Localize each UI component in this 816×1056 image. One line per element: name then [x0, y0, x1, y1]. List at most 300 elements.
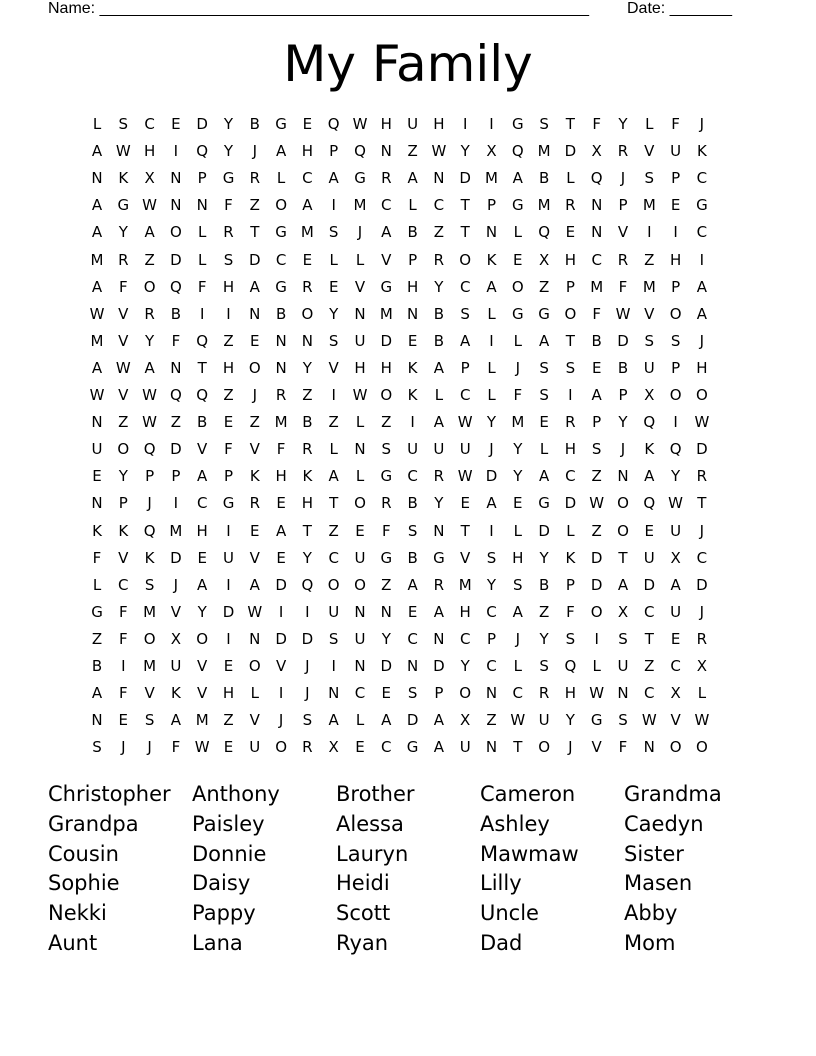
grid-letter[interactable]: O	[459, 684, 472, 703]
grid-letter[interactable]: L	[408, 196, 417, 215]
grid-letter[interactable]: W	[510, 711, 526, 730]
grid-letter[interactable]: A	[696, 304, 708, 323]
grid-letter[interactable]: D	[222, 602, 235, 621]
grid-letter[interactable]: B	[170, 304, 182, 323]
grid-letter[interactable]: Y	[671, 467, 681, 486]
grid-letter[interactable]: O	[669, 738, 682, 757]
grid-letter[interactable]: E	[276, 548, 286, 567]
grid-letter[interactable]: C	[354, 684, 366, 703]
grid-letter[interactable]: X	[670, 684, 681, 703]
grid-letter[interactable]: T	[250, 223, 260, 242]
grid-letter[interactable]: T	[197, 358, 207, 377]
grid-letter[interactable]: G	[590, 711, 603, 730]
grid-letter[interactable]: Y	[618, 413, 628, 432]
grid-letter[interactable]: A	[381, 711, 392, 730]
grid-letter[interactable]: T	[565, 331, 575, 350]
grid-letter[interactable]: F	[618, 738, 628, 757]
grid-letter[interactable]: C	[381, 738, 392, 757]
grid-letter[interactable]: E	[381, 684, 392, 703]
grid-letter[interactable]: H	[696, 358, 708, 377]
grid-letter[interactable]: Z	[91, 629, 103, 648]
grid-letter[interactable]: W	[352, 115, 368, 133]
grid-letter[interactable]: U	[170, 657, 182, 675]
grid-letter[interactable]: F	[118, 602, 128, 621]
grid-letter[interactable]: S	[644, 331, 655, 350]
grid-letter[interactable]: U	[354, 331, 366, 350]
grid-letter[interactable]: M	[195, 711, 209, 730]
grid-letter[interactable]: C	[459, 629, 471, 648]
grid-letter[interactable]: Z	[538, 277, 550, 296]
grid-letter[interactable]: A	[197, 575, 208, 594]
grid-letter[interactable]: A	[381, 223, 392, 242]
grid-letter[interactable]: E	[513, 494, 523, 513]
grid-letter[interactable]: S	[460, 304, 470, 323]
grid-letter[interactable]: I	[489, 115, 494, 133]
grid-letter[interactable]: Q	[643, 413, 656, 432]
grid-letter[interactable]: S	[407, 684, 418, 703]
grid-letter[interactable]: Q	[511, 142, 524, 161]
grid-letter[interactable]: L	[329, 250, 338, 269]
grid-letter[interactable]: X	[696, 657, 708, 675]
grid-letter[interactable]: T	[565, 115, 575, 133]
grid-letter[interactable]: C	[459, 386, 471, 404]
grid-letter[interactable]: Z	[433, 223, 445, 242]
grid-letter[interactable]: L	[250, 684, 259, 703]
grid-letter[interactable]: O	[617, 494, 629, 513]
grid-letter[interactable]: O	[169, 223, 182, 242]
grid-letter[interactable]: I	[489, 521, 494, 540]
grid-letter[interactable]: F	[618, 277, 628, 296]
grid-letter[interactable]: I	[278, 602, 284, 621]
grid-letter[interactable]: H	[301, 494, 314, 513]
grid-letter[interactable]: E	[92, 467, 102, 486]
grid-letter[interactable]: I	[568, 386, 573, 404]
grid-letter[interactable]: O	[538, 738, 550, 757]
grid-letter[interactable]: U	[670, 602, 682, 621]
grid-letter[interactable]: O	[459, 250, 472, 269]
grid-letter[interactable]: L	[198, 223, 207, 242]
grid-letter[interactable]: S	[118, 115, 129, 133]
grid-letter[interactable]: A	[91, 142, 103, 161]
grid-letter[interactable]: D	[696, 440, 708, 459]
grid-letter[interactable]: U	[433, 440, 445, 459]
grid-letter[interactable]: J	[699, 331, 705, 350]
grid-letter[interactable]: A	[328, 467, 339, 486]
grid-letter[interactable]: H	[222, 684, 235, 703]
grid-letter[interactable]: G	[511, 196, 524, 215]
grid-letter[interactable]: I	[489, 331, 494, 350]
grid-letter[interactable]: P	[671, 169, 681, 188]
grid-letter[interactable]: E	[407, 331, 418, 350]
grid-letter[interactable]: B	[197, 413, 208, 432]
grid-letter[interactable]: P	[671, 358, 681, 377]
grid-letter[interactable]: N	[406, 304, 419, 323]
grid-letter[interactable]: V	[275, 657, 287, 675]
grid-letter[interactable]: P	[671, 277, 681, 296]
grid-letter[interactable]: Y	[329, 304, 339, 323]
grid-letter[interactable]: X	[144, 169, 155, 188]
grid-letter[interactable]: V	[249, 440, 260, 459]
grid-letter[interactable]: R	[696, 467, 708, 486]
grid-letter[interactable]: W	[694, 711, 710, 730]
grid-letter[interactable]: D	[459, 169, 471, 188]
grid-letter[interactable]: J	[305, 657, 310, 675]
grid-letter[interactable]: R	[565, 196, 576, 215]
grid-letter[interactable]: U	[407, 440, 419, 459]
grid-letter[interactable]: L	[592, 657, 601, 675]
grid-letter[interactable]: A	[91, 277, 103, 296]
grid-letter[interactable]: U	[407, 115, 419, 133]
grid-letter[interactable]: E	[407, 602, 418, 621]
grid-letter[interactable]: A	[144, 223, 155, 242]
grid-letter[interactable]: F	[118, 629, 128, 648]
grid-letter[interactable]: N	[170, 358, 182, 377]
grid-letter[interactable]: G	[406, 738, 419, 757]
grid-letter[interactable]: Z	[170, 413, 182, 432]
grid-letter[interactable]: J	[489, 440, 494, 459]
grid-letter[interactable]: N	[328, 684, 340, 703]
grid-letter[interactable]: J	[278, 711, 284, 730]
grid-letter[interactable]: G	[433, 548, 445, 567]
grid-letter[interactable]: N	[643, 738, 655, 757]
grid-letter[interactable]: R	[302, 440, 313, 459]
grid-letter[interactable]: C	[670, 657, 681, 675]
grid-letter[interactable]: M	[511, 413, 525, 432]
grid-letter[interactable]: J	[305, 684, 310, 703]
grid-letter[interactable]: D	[406, 711, 419, 730]
grid-letter[interactable]: D	[696, 575, 708, 594]
grid-letter[interactable]: Z	[223, 711, 234, 730]
grid-letter[interactable]: V	[617, 223, 629, 242]
grid-letter[interactable]: O	[695, 738, 708, 757]
grid-letter[interactable]: M	[353, 196, 367, 215]
grid-letter[interactable]: Z	[538, 602, 550, 621]
grid-letter[interactable]: E	[171, 115, 181, 133]
grid-letter[interactable]: Y	[460, 142, 470, 161]
grid-letter[interactable]: B	[538, 575, 550, 594]
grid-letter[interactable]: B	[302, 413, 313, 432]
grid-letter[interactable]: Z	[644, 250, 655, 269]
grid-letter[interactable]: X	[538, 250, 550, 269]
grid-letter[interactable]: L	[513, 521, 522, 540]
grid-letter[interactable]: C	[486, 657, 497, 675]
grid-letter[interactable]: Y	[381, 629, 391, 648]
grid-letter[interactable]: P	[592, 413, 602, 432]
grid-letter[interactable]: W	[247, 602, 263, 621]
grid-letter[interactable]: A	[696, 277, 708, 296]
grid-letter[interactable]: A	[538, 467, 550, 486]
grid-letter[interactable]: R	[617, 142, 629, 161]
grid-letter[interactable]: P	[618, 196, 628, 215]
grid-letter[interactable]: F	[92, 548, 102, 567]
grid-letter[interactable]: F	[118, 684, 128, 703]
grid-letter[interactable]: D	[643, 575, 656, 594]
grid-letter[interactable]: J	[699, 115, 705, 133]
grid-letter[interactable]: Y	[302, 548, 312, 567]
grid-letter[interactable]: U	[617, 657, 629, 675]
grid-letter[interactable]: D	[564, 142, 577, 161]
grid-letter[interactable]: F	[566, 602, 575, 621]
grid-letter[interactable]: B	[91, 657, 103, 675]
grid-letter[interactable]: M	[642, 277, 656, 296]
grid-letter[interactable]: E	[302, 250, 313, 269]
grid-letter[interactable]: J	[173, 575, 179, 594]
grid-letter[interactable]: I	[331, 657, 336, 675]
grid-letter[interactable]: S	[644, 169, 655, 188]
grid-letter[interactable]: U	[643, 358, 655, 377]
grid-letter[interactable]: Q	[169, 277, 182, 296]
grid-letter[interactable]: H	[222, 277, 235, 296]
grid-letter[interactable]: D	[196, 115, 208, 133]
grid-letter[interactable]: Y	[460, 657, 470, 675]
grid-letter[interactable]: W	[142, 413, 158, 432]
grid-letter[interactable]: N	[433, 629, 445, 648]
grid-letter[interactable]: I	[173, 494, 179, 513]
grid-letter[interactable]: C	[696, 169, 708, 188]
grid-letter[interactable]: M	[458, 575, 472, 594]
grid-letter[interactable]: S	[591, 440, 602, 459]
grid-letter[interactable]: H	[380, 115, 392, 133]
grid-letter[interactable]: A	[433, 711, 445, 730]
grid-letter[interactable]: E	[460, 494, 470, 513]
grid-letter[interactable]: A	[197, 467, 208, 486]
grid-letter[interactable]: N	[170, 196, 182, 215]
grid-letter[interactable]: C	[407, 629, 418, 648]
grid-letter[interactable]: N	[380, 142, 392, 161]
grid-letter[interactable]: O	[196, 629, 209, 648]
grid-letter[interactable]: N	[433, 521, 445, 540]
grid-letter[interactable]: A	[170, 711, 182, 730]
grid-letter[interactable]: A	[433, 358, 445, 377]
grid-letter[interactable]: O	[248, 657, 261, 675]
grid-letter[interactable]: Q	[143, 521, 156, 540]
grid-letter[interactable]: U	[328, 602, 340, 621]
grid-letter[interactable]: J	[147, 494, 152, 513]
grid-letter[interactable]: L	[355, 250, 365, 269]
grid-letter[interactable]: I	[278, 684, 284, 703]
grid-letter[interactable]: A	[407, 575, 418, 594]
grid-letter[interactable]: B	[249, 115, 260, 133]
grid-letter[interactable]: N	[91, 413, 103, 432]
grid-letter[interactable]: Y	[434, 277, 444, 296]
grid-letter[interactable]: P	[223, 467, 234, 486]
grid-letter[interactable]: R	[381, 494, 392, 513]
grid-letter[interactable]: B	[433, 304, 445, 323]
grid-letter[interactable]: Y	[118, 467, 128, 486]
grid-letter[interactable]: K	[249, 467, 260, 486]
grid-letter[interactable]: Z	[381, 575, 392, 594]
grid-letter[interactable]: O	[564, 304, 577, 323]
grid-letter[interactable]: N	[91, 169, 103, 188]
grid-letter[interactable]: K	[118, 521, 129, 540]
grid-letter[interactable]: O	[695, 386, 708, 404]
grid-letter[interactable]: K	[118, 169, 129, 188]
grid-letter[interactable]: N	[485, 684, 498, 703]
grid-letter[interactable]: L	[198, 250, 207, 269]
grid-letter[interactable]: Z	[302, 386, 313, 404]
grid-letter[interactable]: M	[90, 331, 104, 350]
grid-letter[interactable]: A	[486, 494, 497, 513]
grid-letter[interactable]: M	[300, 223, 314, 242]
grid-letter[interactable]: K	[92, 521, 102, 540]
grid-letter[interactable]: I	[331, 386, 336, 404]
grid-letter[interactable]: L	[566, 521, 575, 540]
grid-letter[interactable]: F	[118, 277, 128, 296]
grid-letter[interactable]: W	[142, 386, 158, 404]
grid-letter[interactable]: I	[226, 629, 231, 648]
grid-letter[interactable]: Y	[513, 440, 523, 459]
grid-letter[interactable]: G	[380, 548, 393, 567]
grid-letter[interactable]: A	[91, 358, 103, 377]
grid-letter[interactable]: U	[459, 440, 471, 459]
grid-letter[interactable]: T	[460, 521, 470, 540]
grid-letter[interactable]: D	[617, 331, 629, 350]
grid-letter[interactable]: S	[565, 358, 576, 377]
grid-letter[interactable]: B	[433, 331, 445, 350]
grid-letter[interactable]: E	[539, 413, 549, 432]
grid-letter[interactable]: V	[328, 358, 339, 377]
grid-letter[interactable]: U	[643, 548, 655, 567]
grid-letter[interactable]: G	[91, 602, 103, 621]
grid-letter[interactable]: Y	[565, 711, 575, 730]
grid-letter[interactable]: M	[143, 602, 157, 621]
grid-letter[interactable]: V	[118, 304, 129, 323]
grid-letter[interactable]: L	[434, 386, 444, 404]
grid-letter[interactable]: N	[485, 223, 498, 242]
grid-letter[interactable]: I	[647, 223, 652, 242]
grid-letter[interactable]: R	[696, 629, 708, 648]
grid-letter[interactable]: E	[276, 494, 286, 513]
grid-letter[interactable]: R	[565, 413, 576, 432]
grid-letter[interactable]: R	[302, 277, 313, 296]
grid-letter[interactable]: J	[515, 629, 521, 648]
grid-letter[interactable]: D	[249, 250, 261, 269]
grid-letter[interactable]: J	[252, 386, 258, 404]
grid-letter[interactable]: I	[121, 657, 126, 675]
grid-letter[interactable]: N	[406, 657, 419, 675]
grid-letter[interactable]: I	[226, 575, 231, 594]
grid-letter[interactable]: N	[433, 169, 445, 188]
grid-letter[interactable]: F	[171, 738, 181, 757]
grid-letter[interactable]: A	[249, 575, 260, 594]
grid-letter[interactable]: U	[670, 142, 682, 161]
grid-letter[interactable]: V	[249, 711, 260, 730]
grid-letter[interactable]: I	[594, 629, 599, 648]
grid-letter[interactable]: P	[171, 467, 181, 486]
grid-letter[interactable]: V	[670, 711, 681, 730]
grid-letter[interactable]: E	[328, 277, 339, 296]
grid-letter[interactable]: L	[92, 115, 102, 133]
grid-letter[interactable]: A	[486, 277, 497, 296]
grid-letter[interactable]: Y	[486, 413, 497, 432]
grid-letter[interactable]: R	[617, 250, 629, 269]
grid-letter[interactable]: E	[565, 223, 576, 242]
grid-letter[interactable]: V	[118, 548, 129, 567]
grid-letter[interactable]: N	[275, 331, 287, 350]
grid-letter[interactable]: Z	[118, 413, 129, 432]
grid-letter[interactable]: F	[592, 115, 601, 133]
grid-letter[interactable]: V	[197, 440, 208, 459]
grid-letter[interactable]: M	[90, 250, 104, 269]
grid-letter[interactable]: X	[591, 142, 602, 161]
grid-letter[interactable]: Z	[223, 386, 234, 404]
grid-letter[interactable]: A	[144, 358, 155, 377]
grid-letter[interactable]: J	[620, 169, 626, 188]
grid-letter[interactable]: E	[250, 521, 260, 540]
grid-letter[interactable]: A	[91, 196, 103, 215]
grid-letter[interactable]: H	[275, 467, 287, 486]
grid-letter[interactable]: O	[301, 304, 314, 323]
grid-letter[interactable]: M	[379, 304, 393, 323]
grid-letter[interactable]: R	[302, 738, 313, 757]
grid-letter[interactable]: H	[564, 250, 577, 269]
grid-letter[interactable]: G	[538, 304, 550, 323]
grid-letter[interactable]: A	[91, 223, 103, 242]
grid-letter[interactable]: L	[329, 440, 338, 459]
grid-letter[interactable]: S	[539, 657, 549, 675]
grid-letter[interactable]: P	[486, 196, 497, 215]
grid-letter[interactable]: D	[170, 250, 182, 269]
grid-letter[interactable]: Z	[486, 711, 497, 730]
grid-letter[interactable]: A	[328, 711, 339, 730]
grid-letter[interactable]: F	[381, 521, 391, 540]
grid-letter[interactable]: Q	[643, 494, 656, 513]
grid-letter[interactable]: W	[694, 413, 710, 432]
grid-letter[interactable]: G	[222, 169, 235, 188]
grid-letter[interactable]: S	[565, 629, 576, 648]
grid-letter[interactable]: I	[699, 250, 705, 269]
grid-letter[interactable]: J	[699, 521, 705, 540]
grid-letter[interactable]: G	[380, 277, 393, 296]
grid-letter[interactable]: L	[697, 684, 707, 703]
grid-letter[interactable]: X	[644, 386, 655, 404]
grid-letter[interactable]: X	[170, 629, 182, 648]
grid-letter[interactable]: D	[170, 548, 182, 567]
grid-letter[interactable]: G	[380, 467, 393, 486]
grid-letter[interactable]: V	[197, 684, 208, 703]
grid-letter[interactable]: W	[457, 467, 473, 486]
grid-letter[interactable]: B	[538, 169, 550, 188]
grid-letter[interactable]: Z	[328, 521, 339, 540]
grid-letter[interactable]: O	[275, 738, 287, 757]
grid-letter[interactable]: C	[459, 277, 471, 296]
grid-letter[interactable]: Z	[223, 331, 234, 350]
grid-letter[interactable]: R	[118, 250, 129, 269]
grid-letter[interactable]: V	[249, 548, 260, 567]
grid-letter[interactable]: C	[644, 684, 655, 703]
grid-letter[interactable]: K	[407, 358, 418, 377]
grid-letter[interactable]: P	[329, 142, 339, 161]
grid-letter[interactable]: O	[143, 277, 156, 296]
grid-letter[interactable]: G	[511, 304, 524, 323]
grid-letter[interactable]: K	[565, 548, 576, 567]
grid-letter[interactable]: G	[117, 196, 130, 215]
grid-letter[interactable]: W	[668, 494, 684, 513]
grid-letter[interactable]: X	[328, 738, 339, 757]
grid-letter[interactable]: R	[249, 494, 261, 513]
grid-letter[interactable]: G	[696, 196, 708, 215]
grid-letter[interactable]: G	[354, 169, 366, 188]
grid-letter[interactable]: O	[617, 521, 629, 540]
grid-letter[interactable]: A	[512, 169, 523, 188]
grid-letter[interactable]: D	[380, 331, 393, 350]
grid-letter[interactable]: Q	[196, 142, 209, 161]
grid-letter[interactable]: H	[512, 548, 524, 567]
grid-letter[interactable]: L	[513, 657, 522, 675]
grid-letter[interactable]: L	[566, 169, 575, 188]
grid-letter[interactable]: V	[144, 684, 155, 703]
grid-letter[interactable]: I	[173, 142, 179, 161]
